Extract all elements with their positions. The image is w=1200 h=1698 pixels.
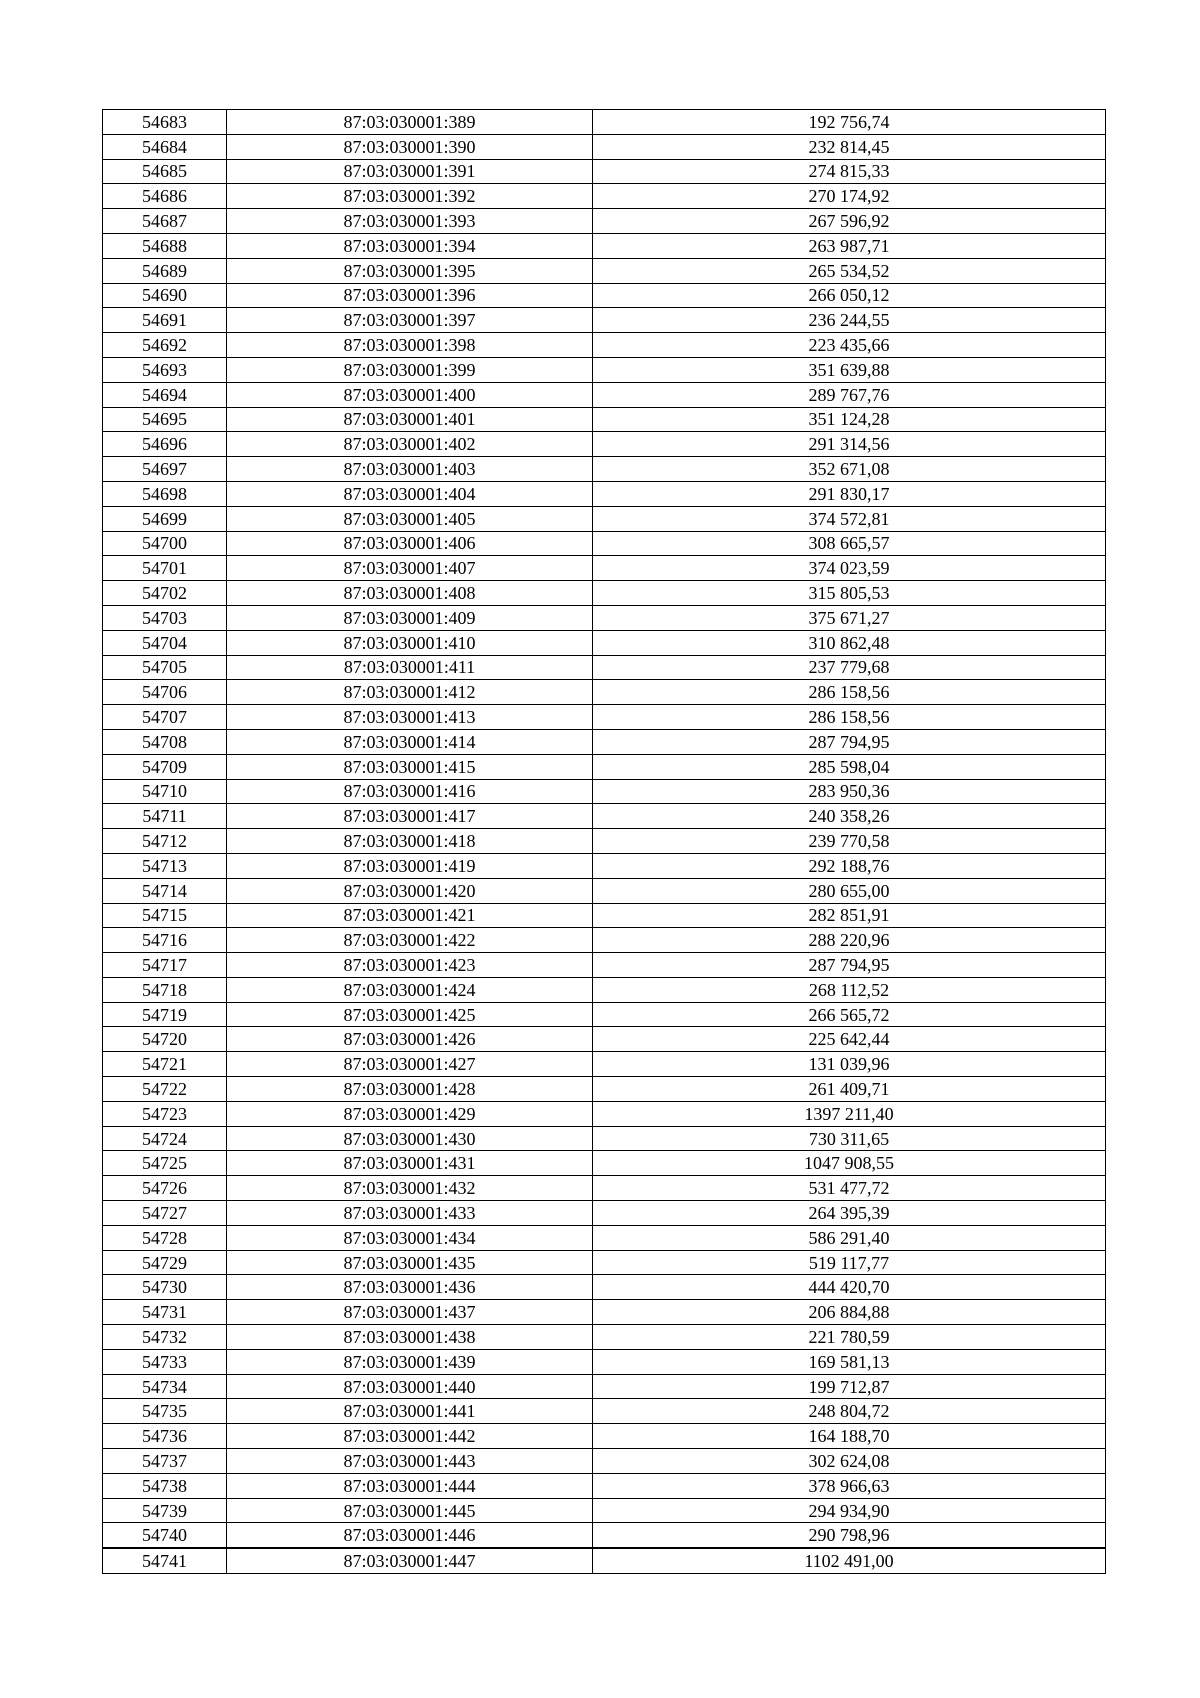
- value-cell: 221 780,59: [593, 1325, 1106, 1350]
- cadastral-number-cell: 87:03:030001:435: [227, 1250, 593, 1275]
- value-cell: 282 851,91: [593, 903, 1106, 928]
- table-row: [103, 506, 1106, 531]
- value-cell: 223 435,66: [593, 333, 1106, 358]
- value-cell: 444 420,70: [593, 1275, 1106, 1300]
- value-cell: 1397 211,40: [593, 1101, 1106, 1126]
- row-number-cell: 54719: [103, 1002, 227, 1027]
- cadastral-number-cell: 87:03:030001:390: [227, 134, 593, 159]
- value-cell: 261 409,71: [593, 1077, 1106, 1102]
- value-cell: 289 767,76: [593, 382, 1106, 407]
- table-row: [103, 1176, 1106, 1201]
- value-cell: 270 174,92: [593, 184, 1106, 209]
- cadastral-number-cell: 87:03:030001:413: [227, 705, 593, 730]
- cadastral-number-cell: 87:03:030001:439: [227, 1349, 593, 1374]
- value-cell: 232 814,45: [593, 134, 1106, 159]
- row-number-cell: 54692: [103, 333, 227, 358]
- table-row: [103, 779, 1106, 804]
- value-cell: 274 815,33: [593, 159, 1106, 184]
- cadastral-number-cell: 87:03:030001:426: [227, 1027, 593, 1052]
- row-number-cell: 54700: [103, 531, 227, 556]
- cadastral-number-cell: 87:03:030001:395: [227, 258, 593, 283]
- row-number-cell: 54710: [103, 779, 227, 804]
- table-row: [103, 407, 1106, 432]
- cadastral-number-cell: 87:03:030001:408: [227, 581, 593, 606]
- cadastral-number-cell: 87:03:030001:436: [227, 1275, 593, 1300]
- cadastral-number-cell: 87:03:030001:429: [227, 1101, 593, 1126]
- row-number-cell: 54709: [103, 754, 227, 779]
- cadastral-number-cell: 87:03:030001:424: [227, 977, 593, 1002]
- row-number-cell: 54726: [103, 1176, 227, 1201]
- value-cell: 730 311,65: [593, 1126, 1106, 1151]
- value-cell: 519 117,77: [593, 1250, 1106, 1275]
- cadastral-number-cell: 87:03:030001:407: [227, 556, 593, 581]
- table-row: [103, 556, 1106, 581]
- row-number-cell: 54712: [103, 829, 227, 854]
- cadastral-number-cell: 87:03:030001:421: [227, 903, 593, 928]
- row-number-cell: 54684: [103, 134, 227, 159]
- row-number-cell: 54686: [103, 184, 227, 209]
- table-row: [103, 159, 1106, 184]
- table-row: [103, 457, 1106, 482]
- value-cell: 310 862,48: [593, 630, 1106, 655]
- cadastral-number-cell: 87:03:030001:402: [227, 432, 593, 457]
- row-number-cell: 54730: [103, 1275, 227, 1300]
- value-cell: 586 291,40: [593, 1225, 1106, 1250]
- value-cell: 237 779,68: [593, 655, 1106, 680]
- row-number-cell: 54689: [103, 258, 227, 283]
- value-cell: 1102 491,00: [593, 1548, 1106, 1573]
- cadastral-number-cell: 87:03:030001:404: [227, 481, 593, 506]
- row-number-cell: 54702: [103, 581, 227, 606]
- row-number-cell: 54711: [103, 804, 227, 829]
- row-number-cell: 54717: [103, 953, 227, 978]
- row-number-cell: 54721: [103, 1052, 227, 1077]
- row-number-cell: 54738: [103, 1473, 227, 1498]
- row-number-cell: 54705: [103, 655, 227, 680]
- table-row: [103, 705, 1106, 730]
- cadastral-number-cell: 87:03:030001:397: [227, 308, 593, 333]
- value-cell: 283 950,36: [593, 779, 1106, 804]
- value-cell: 302 624,08: [593, 1449, 1106, 1474]
- table-row: [103, 1399, 1106, 1424]
- table-row: [103, 134, 1106, 159]
- cadastral-number-cell: 87:03:030001:446: [227, 1523, 593, 1548]
- row-number-cell: 54695: [103, 407, 227, 432]
- table-row: [103, 605, 1106, 630]
- table-row: [103, 382, 1106, 407]
- cadastral-number-cell: 87:03:030001:444: [227, 1473, 593, 1498]
- table-row: [103, 1300, 1106, 1325]
- cadastral-number-cell: 87:03:030001:428: [227, 1077, 593, 1102]
- cadastral-number-cell: 87:03:030001:420: [227, 878, 593, 903]
- value-cell: 206 884,88: [593, 1300, 1106, 1325]
- table-row: [103, 258, 1106, 283]
- value-cell: 378 966,63: [593, 1473, 1106, 1498]
- value-cell: 266 565,72: [593, 1002, 1106, 1027]
- cadastral-number-cell: 87:03:030001:434: [227, 1225, 593, 1250]
- row-number-cell: 54708: [103, 729, 227, 754]
- table-row: [103, 1523, 1106, 1548]
- value-cell: 374 023,59: [593, 556, 1106, 581]
- row-number-cell: 54720: [103, 1027, 227, 1052]
- row-number-cell: 54734: [103, 1374, 227, 1399]
- table-row: [103, 804, 1106, 829]
- row-number-cell: 54698: [103, 481, 227, 506]
- cadastral-number-cell: 87:03:030001:406: [227, 531, 593, 556]
- table-row: [103, 1126, 1106, 1151]
- cadastral-number-cell: 87:03:030001:441: [227, 1399, 593, 1424]
- table-row: [103, 630, 1106, 655]
- value-cell: 264 395,39: [593, 1201, 1106, 1226]
- value-cell: 288 220,96: [593, 928, 1106, 953]
- row-number-cell: 54687: [103, 209, 227, 234]
- cadastral-number-cell: 87:03:030001:399: [227, 357, 593, 382]
- cadastral-number-cell: 87:03:030001:416: [227, 779, 593, 804]
- table-row: [103, 1349, 1106, 1374]
- table-row: [103, 481, 1106, 506]
- cadastral-number-cell: 87:03:030001:398: [227, 333, 593, 358]
- value-cell: 164 188,70: [593, 1424, 1106, 1449]
- cadastral-number-cell: 87:03:030001:423: [227, 953, 593, 978]
- table-row: [103, 1424, 1106, 1449]
- value-cell: 192 756,74: [593, 110, 1106, 135]
- cadastral-number-cell: 87:03:030001:425: [227, 1002, 593, 1027]
- row-number-cell: 54713: [103, 853, 227, 878]
- table-row: [103, 1275, 1106, 1300]
- table-row: [103, 903, 1106, 928]
- cadastral-number-cell: 87:03:030001:391: [227, 159, 593, 184]
- row-number-cell: 54707: [103, 705, 227, 730]
- value-cell: 291 830,17: [593, 481, 1106, 506]
- table-row: [103, 977, 1106, 1002]
- cadastral-number-cell: 87:03:030001:417: [227, 804, 593, 829]
- table-row: [103, 754, 1106, 779]
- cadastral-number-cell: 87:03:030001:412: [227, 680, 593, 705]
- value-cell: 287 794,95: [593, 953, 1106, 978]
- table-row: [103, 680, 1106, 705]
- cadastral-number-cell: 87:03:030001:437: [227, 1300, 593, 1325]
- row-number-cell: 54737: [103, 1449, 227, 1474]
- table-row: [103, 333, 1106, 358]
- row-number-cell: 54696: [103, 432, 227, 457]
- row-number-cell: 54714: [103, 878, 227, 903]
- value-cell: 286 158,56: [593, 705, 1106, 730]
- table-row: [103, 1077, 1106, 1102]
- cadastral-number-cell: 87:03:030001:396: [227, 283, 593, 308]
- row-number-cell: 54723: [103, 1101, 227, 1126]
- value-cell: 239 770,58: [593, 829, 1106, 854]
- value-cell: 240 358,26: [593, 804, 1106, 829]
- row-number-cell: 54693: [103, 357, 227, 382]
- cadastral-number-cell: 87:03:030001:443: [227, 1449, 593, 1474]
- row-number-cell: 54701: [103, 556, 227, 581]
- value-cell: 290 798,96: [593, 1523, 1106, 1548]
- table-row: [103, 1002, 1106, 1027]
- cadastral-number-cell: 87:03:030001:419: [227, 853, 593, 878]
- row-number-cell: 54718: [103, 977, 227, 1002]
- row-number-cell: 54727: [103, 1201, 227, 1226]
- value-cell: 199 712,87: [593, 1374, 1106, 1399]
- value-cell: 265 534,52: [593, 258, 1106, 283]
- table-row: [103, 308, 1106, 333]
- row-number-cell: 54740: [103, 1523, 227, 1548]
- row-number-cell: 54703: [103, 605, 227, 630]
- table-row: [103, 1201, 1106, 1226]
- table-row: [103, 1374, 1106, 1399]
- value-cell: 248 804,72: [593, 1399, 1106, 1424]
- table-row: [103, 531, 1106, 556]
- cadastral-value-table: [102, 109, 1106, 1574]
- value-cell: 351 639,88: [593, 357, 1106, 382]
- table-row: [103, 1473, 1106, 1498]
- row-number-cell: 54704: [103, 630, 227, 655]
- table-row: [103, 1225, 1106, 1250]
- row-number-cell: 54690: [103, 283, 227, 308]
- value-cell: 315 805,53: [593, 581, 1106, 606]
- cadastral-number-cell: 87:03:030001:445: [227, 1498, 593, 1523]
- cadastral-number-cell: 87:03:030001:389: [227, 110, 593, 135]
- table-row: [103, 432, 1106, 457]
- value-cell: 268 112,52: [593, 977, 1106, 1002]
- cadastral-number-cell: 87:03:030001:400: [227, 382, 593, 407]
- value-cell: 263 987,71: [593, 233, 1106, 258]
- row-number-cell: 54736: [103, 1424, 227, 1449]
- table-row: [103, 953, 1106, 978]
- table-row: [103, 729, 1106, 754]
- row-number-cell: 54722: [103, 1077, 227, 1102]
- cadastral-number-cell: 87:03:030001:427: [227, 1052, 593, 1077]
- table-row: [103, 581, 1106, 606]
- row-number-cell: 54739: [103, 1498, 227, 1523]
- value-cell: 292 188,76: [593, 853, 1106, 878]
- cadastral-number-cell: 87:03:030001:410: [227, 630, 593, 655]
- row-number-cell: 54688: [103, 233, 227, 258]
- value-cell: 280 655,00: [593, 878, 1106, 903]
- cadastral-number-cell: 87:03:030001:433: [227, 1201, 593, 1226]
- cadastral-number-cell: 87:03:030001:440: [227, 1374, 593, 1399]
- table-row: [103, 829, 1106, 854]
- row-number-cell: 54731: [103, 1300, 227, 1325]
- value-cell: 352 671,08: [593, 457, 1106, 482]
- table-row: [103, 1101, 1106, 1126]
- cadastral-number-cell: 87:03:030001:403: [227, 457, 593, 482]
- cadastral-number-cell: 87:03:030001:409: [227, 605, 593, 630]
- value-cell: 291 314,56: [593, 432, 1106, 457]
- row-number-cell: 54735: [103, 1399, 227, 1424]
- value-cell: 236 244,55: [593, 308, 1106, 333]
- table-row: [103, 1027, 1106, 1052]
- table-row: [103, 283, 1106, 308]
- table-row: [103, 184, 1106, 209]
- row-number-cell: 54732: [103, 1325, 227, 1350]
- value-cell: 375 671,27: [593, 605, 1106, 630]
- cadastral-number-cell: 87:03:030001:430: [227, 1126, 593, 1151]
- row-number-cell: 54741: [103, 1548, 227, 1573]
- row-number-cell: 54729: [103, 1250, 227, 1275]
- value-cell: 351 124,28: [593, 407, 1106, 432]
- cadastral-number-cell: 87:03:030001:392: [227, 184, 593, 209]
- cadastral-number-cell: 87:03:030001:422: [227, 928, 593, 953]
- row-number-cell: 54715: [103, 903, 227, 928]
- row-number-cell: 54697: [103, 457, 227, 482]
- cadastral-number-cell: 87:03:030001:414: [227, 729, 593, 754]
- value-cell: 131 039,96: [593, 1052, 1106, 1077]
- row-number-cell: 54699: [103, 506, 227, 531]
- cadastral-number-cell: 87:03:030001:438: [227, 1325, 593, 1350]
- cadastral-number-cell: 87:03:030001:431: [227, 1151, 593, 1176]
- row-number-cell: 54685: [103, 159, 227, 184]
- row-number-cell: 54733: [103, 1349, 227, 1374]
- value-cell: 286 158,56: [593, 680, 1106, 705]
- table-body: [103, 110, 1106, 1574]
- cadastral-number-cell: 87:03:030001:405: [227, 506, 593, 531]
- table-row: [103, 1548, 1106, 1573]
- value-cell: 169 581,13: [593, 1349, 1106, 1374]
- table-row: [103, 1449, 1106, 1474]
- value-cell: 266 050,12: [593, 283, 1106, 308]
- row-number-cell: 54728: [103, 1225, 227, 1250]
- cadastral-number-cell: 87:03:030001:447: [227, 1548, 593, 1573]
- table-row: [103, 1498, 1106, 1523]
- table-row: [103, 1151, 1106, 1176]
- row-number-cell: 54725: [103, 1151, 227, 1176]
- table-row: [103, 233, 1106, 258]
- value-cell: 287 794,95: [593, 729, 1106, 754]
- cadastral-number-cell: 87:03:030001:394: [227, 233, 593, 258]
- cadastral-number-cell: 87:03:030001:401: [227, 407, 593, 432]
- cadastral-number-cell: 87:03:030001:432: [227, 1176, 593, 1201]
- table-row: [103, 928, 1106, 953]
- row-number-cell: 54691: [103, 308, 227, 333]
- row-number-cell: 54716: [103, 928, 227, 953]
- cadastral-number-cell: 87:03:030001:411: [227, 655, 593, 680]
- value-cell: 267 596,92: [593, 209, 1106, 234]
- value-cell: 531 477,72: [593, 1176, 1106, 1201]
- table-row: [103, 209, 1106, 234]
- table-row: [103, 1325, 1106, 1350]
- table-row: [103, 357, 1106, 382]
- value-cell: 285 598,04: [593, 754, 1106, 779]
- cadastral-number-cell: 87:03:030001:393: [227, 209, 593, 234]
- value-cell: 374 572,81: [593, 506, 1106, 531]
- value-cell: 1047 908,55: [593, 1151, 1106, 1176]
- cadastral-number-cell: 87:03:030001:415: [227, 754, 593, 779]
- value-cell: 308 665,57: [593, 531, 1106, 556]
- cadastral-number-cell: 87:03:030001:442: [227, 1424, 593, 1449]
- table-row: [103, 1250, 1106, 1275]
- table-row: [103, 853, 1106, 878]
- table-row: [103, 110, 1106, 135]
- table-row: [103, 655, 1106, 680]
- row-number-cell: 54706: [103, 680, 227, 705]
- value-cell: 294 934,90: [593, 1498, 1106, 1523]
- row-number-cell: 54683: [103, 110, 227, 135]
- table-row: [103, 1052, 1106, 1077]
- value-cell: 225 642,44: [593, 1027, 1106, 1052]
- table-row: [103, 878, 1106, 903]
- cadastral-number-cell: 87:03:030001:418: [227, 829, 593, 854]
- row-number-cell: 54694: [103, 382, 227, 407]
- row-number-cell: 54724: [103, 1126, 227, 1151]
